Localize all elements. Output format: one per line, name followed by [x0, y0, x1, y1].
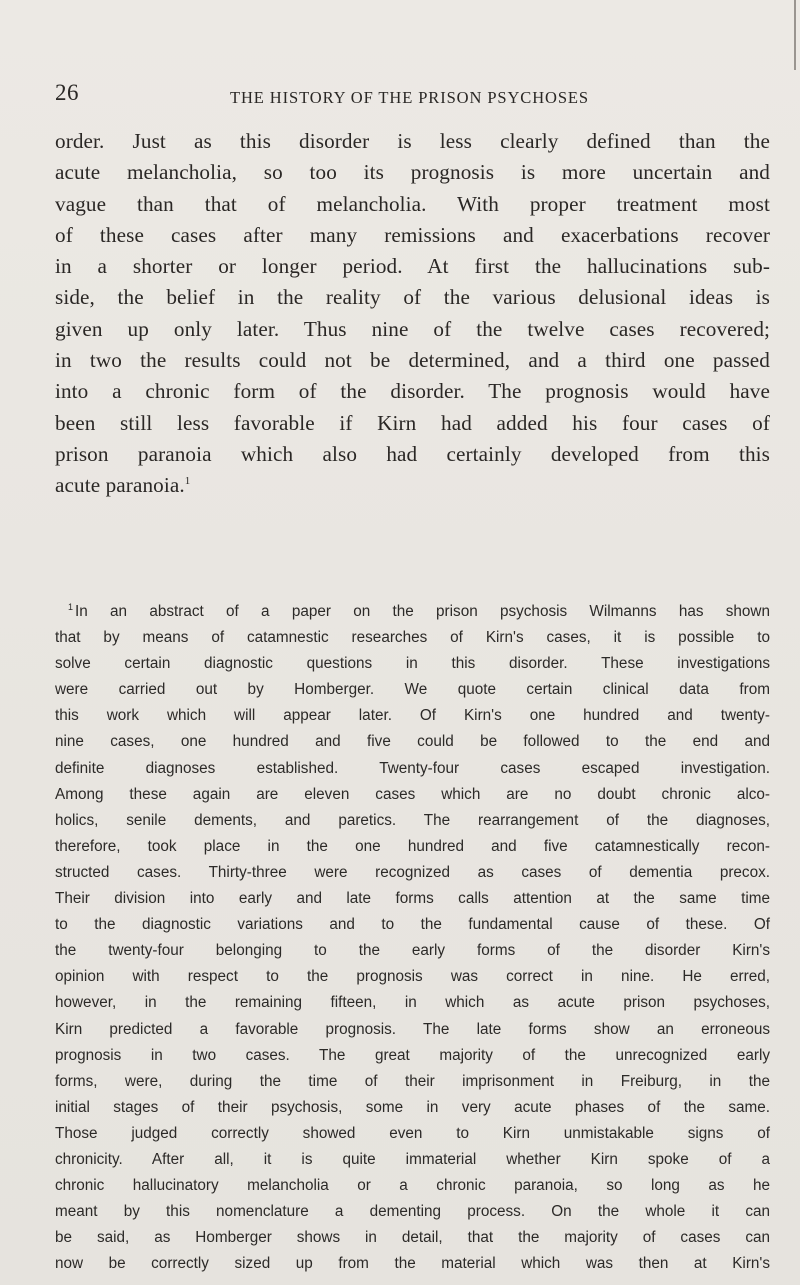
body-last-line-text: acute paranoia. — [55, 473, 185, 498]
footnote-line: were carried out by Homberger. We quote certain clinical data from — [55, 681, 770, 699]
footnote-line: the twenty-four belonging to the early forms of the disorder Kirn's — [55, 942, 770, 960]
footnote-line: now be correctly sized up from the material which was then at Kirn's — [55, 1255, 770, 1273]
footnote-line: however, in the remaining fifteen, in which as acute prison psychoses, — [55, 994, 770, 1012]
footnote-reference[interactable]: 1 — [184, 475, 191, 488]
footnote-line: to the diagnostic variations and to the fundamental cause of these. Of — [55, 916, 770, 934]
footnote-line: structed cases. Thirty-three were recognized as cases of dementia precox. — [55, 863, 770, 881]
footnote-line: that by means of catamnestic researches of Kirn's cases, it is possible to — [55, 629, 770, 647]
footnote-line: initial stages of their psychosis, some in very acute phases of the same. — [55, 1098, 770, 1116]
footnote-line: Kirn predicted a favorable prognosis. The late forms show an erroneous — [55, 1020, 770, 1038]
body-line: been still less favorable if Kirn had added his four cases of — [55, 410, 770, 435]
body-line: prison paranoia which also had certainly developed from this — [55, 441, 770, 466]
body-line: in two the results could not be determined, and a third one passed — [55, 348, 770, 373]
footnote-line — [55, 599, 770, 625]
footnote-line: definite diagnoses established. Twenty-four cases escaped investigation. — [55, 759, 770, 777]
main-paragraph — [55, 126, 770, 502]
footnote-line: chronicity. After all, it is quite immaterial whether Kirn spoke of a — [55, 1150, 770, 1168]
footnote-line: prognosis in two cases. The great majority of the unrecognized early — [55, 1046, 770, 1064]
running-head: THE HISTORY OF THE PRISON PSYCHOSES — [230, 88, 589, 107]
body-last-line — [55, 470, 770, 501]
footnote-line: Their division into early and late forms calls attention at the same time — [55, 890, 770, 908]
body-line: side, the belief in the reality of the various delusional ideas is — [55, 285, 770, 310]
footnote — [55, 599, 770, 1277]
footnote-marker: 1 — [68, 601, 74, 612]
body-line: given up only later. Thus nine of the twelve cases recovered; — [55, 316, 770, 341]
footnote-line: Among these again are eleven cases which are no doubt chronic alco- — [55, 785, 770, 803]
body-line: acute melancholia, so too its prognosis is more uncertain and — [55, 160, 770, 185]
page-edge-shadow — [794, 0, 796, 70]
footnote-line: chronic hallucinatory melancholia or a chronic paranoia, so long as he — [55, 1177, 770, 1195]
body-line: in a shorter or longer period. At first the hallucinations sub- — [55, 254, 770, 279]
footnote-line: be said, as Homberger shows in detail, that the majority of cases can — [55, 1229, 770, 1247]
body-line: order. Just as this disorder is less clearly defined than the — [55, 129, 770, 153]
footnote-line: opinion with respect to the prognosis was correct in nine. He erred, — [55, 968, 770, 986]
footnote-line: forms, were, during the time of their imprisonment in Freiburg, in the — [55, 1072, 770, 1090]
body-line: of these cases after many remissions and exacerbations recover — [55, 222, 770, 247]
page-header — [55, 80, 755, 116]
body-line: vague than that of melancholia. With proper treatment most — [55, 191, 770, 216]
body-line: into a chronic form of the disorder. The prognosis would have — [55, 379, 770, 404]
footnote-line-text: In an abstract of a paper on the prison psychosis Wilmanns has shown — [75, 603, 770, 620]
footnote-line: this work which will appear later. Of Kirn's one hundred and twenty- — [55, 707, 770, 725]
footnote-line: Those judged correctly showed even to Kirn unmistakable signs of — [55, 1124, 770, 1142]
footnote-line: nine cases, one hundred and five could be followed to the end and — [55, 733, 770, 751]
footnote-line: meant by this nomenclature a dementing process. On the whole it can — [55, 1203, 770, 1221]
page-number: 26 — [55, 80, 79, 105]
footnote-line: holics, senile dements, and paretics. The rearrangement of the diagnoses, — [55, 811, 770, 829]
footnote-line: solve certain diagnostic questions in this disorder. These investigations — [55, 655, 770, 673]
footnote-line: therefore, took place in the one hundred and five catamnestically recon- — [55, 837, 770, 855]
